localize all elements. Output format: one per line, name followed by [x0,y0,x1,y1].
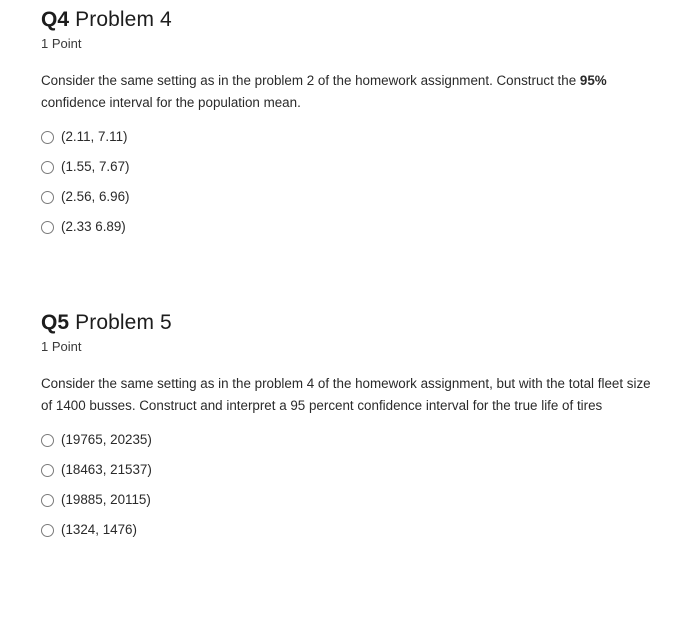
radio-button[interactable] [41,494,54,507]
question-points: 1 Point [41,36,82,51]
radio-button[interactable] [41,161,54,174]
question-title-text: Problem 5 [75,311,172,334]
answer-option[interactable] [41,485,661,515]
answer-option[interactable] [41,515,661,545]
question-q4 [41,6,661,242]
option-label: (1.55, 7.67) [61,159,130,174]
answer-option[interactable] [41,122,661,152]
question-prompt: Consider the same setting as in the problem 4 of the homework assignment, but with the total fleet size of 1400 busses. Construct and interpret a 95 percent confidence interval for the true life of tires [41,376,651,413]
prompt-text: Consider the same setting as in the problem 2 of the homework assignment. Construct the [41,73,580,88]
option-label: (19765, 20235) [61,432,152,447]
question-number: Q4 [41,8,70,31]
question-title [41,6,661,34]
answer-option[interactable] [41,455,661,485]
option-label: (2.11, 7.11) [61,129,128,144]
radio-button[interactable] [41,524,54,537]
option-label: (18463, 21537) [61,462,152,477]
question-title [41,309,661,337]
option-label: (1324, 1476) [61,522,137,537]
answer-option[interactable] [41,425,661,455]
answer-option[interactable] [41,152,661,182]
question-q5 [41,309,661,545]
option-label: (19885, 20115) [61,492,151,507]
question-number: Q5 [41,311,70,334]
answer-options [41,122,661,242]
answer-option[interactable] [41,182,661,212]
answer-option[interactable] [41,212,661,242]
prompt-text-end: confidence interval for the population mean. [41,95,301,110]
answer-options [41,425,661,545]
radio-button[interactable] [41,434,54,447]
prompt-emphasis: 95% [579,73,607,88]
radio-button[interactable] [41,221,54,234]
question-prompt [41,70,661,114]
radio-button[interactable] [41,191,54,204]
radio-button[interactable] [41,131,54,144]
question-title-text: Problem 4 [75,8,172,31]
radio-button[interactable] [41,464,54,477]
option-label: (2.33 6.89) [61,219,126,234]
option-label: (2.56, 6.96) [61,189,130,204]
question-points: 1 Point [41,339,82,354]
